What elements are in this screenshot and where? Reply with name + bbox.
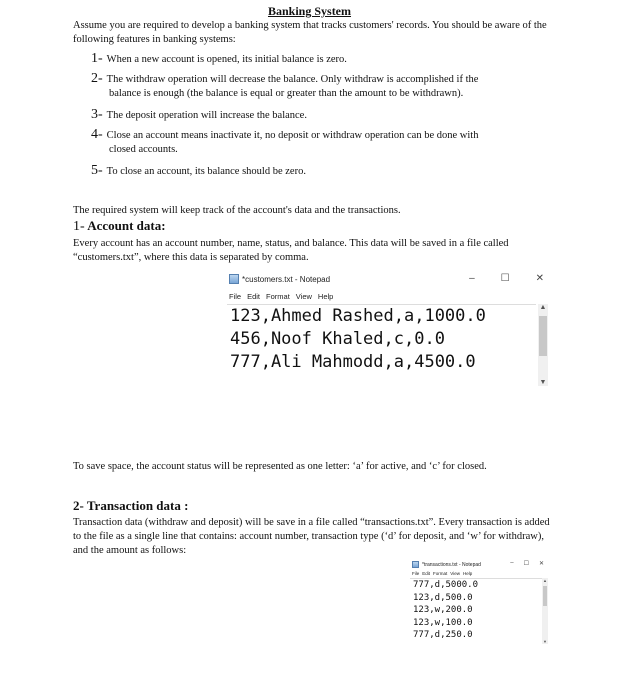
feature-text: The deposit operation will increase the balance. [106, 110, 307, 121]
text-line: 123,w,100.0 [413, 617, 473, 628]
window-controls [510, 560, 544, 567]
notepad-menubar [412, 571, 472, 576]
menu-format[interactable]: Format [266, 292, 290, 301]
close-icon[interactable]: ✕ [535, 273, 544, 284]
menu-view[interactable]: View [450, 571, 460, 576]
menu-file[interactable]: File [412, 571, 420, 576]
text-line: 123,w,200.0 [413, 605, 473, 615]
feature-number: 2- [91, 71, 103, 86]
maximize-icon[interactable]: ☐ [500, 273, 510, 284]
feature-text: The withdraw operation will decrease the balance. Only withdraw is accomplished if the [106, 74, 479, 85]
scrollbar-thumb[interactable] [539, 316, 547, 356]
menu-view[interactable]: View [295, 292, 312, 301]
notepad-text-area[interactable] [410, 578, 542, 644]
text-line: 123,Ahmed Rashed,a,1000.0 [230, 306, 486, 326]
scroll-up-icon[interactable]: ▲ [543, 578, 547, 583]
feature-item-3 [91, 108, 551, 123]
section-1-body: Every account has an account number, name, status, and balance. This data will be saved in a file called “customers.txt”, where this data is separated by comma. [73, 238, 509, 263]
text-line: 777,Ali Mahmodd,a,4500.0 [230, 352, 476, 372]
status-note: To save space, the account status will be represented as one letter: ‘a’ for active, and ‘c’ for closed. [73, 461, 487, 472]
section-2-body: Transaction data (withdraw and deposit) will be save in a file called “transactions.txt”. Every transaction is added to the file as a single line that contains: account number, transaction type (‘d’ for deposit, and ‘w’ for withdraw), and the amount as follows: [73, 517, 550, 556]
scroll-down-icon[interactable]: ▼ [543, 639, 547, 644]
feature-item-4 [91, 128, 551, 157]
text-line: 777,d,5000.0 [413, 580, 479, 590]
section-1-title: Account data: [87, 218, 166, 233]
text-line: 456,Noof Khaled,c,0.0 [230, 329, 445, 349]
feature-item-1 [91, 52, 551, 67]
feature-number: 3- [91, 107, 103, 122]
notepad-title: *customers.txt - Notepad [242, 274, 331, 284]
feature-item-5 [91, 164, 551, 179]
menu-file[interactable]: File [229, 292, 242, 301]
feature-text: Close an account means inactivate it, no deposit or withdraw operation can be done with [106, 130, 479, 141]
feature-number: 4- [91, 127, 103, 142]
page-title: Banking System [267, 4, 352, 18]
feature-number: 5- [91, 163, 103, 178]
transactions-notepad-window [408, 558, 550, 646]
customers-notepad-window [225, 270, 550, 388]
menu-format[interactable]: Format [433, 571, 448, 576]
menu-help[interactable]: Help [462, 571, 473, 576]
feature-text-cont: closed accounts. [109, 144, 178, 155]
close-icon[interactable]: ✕ [538, 561, 544, 567]
notepad-menubar [229, 292, 333, 301]
window-controls [469, 273, 544, 284]
section-1-number: 1- [73, 219, 85, 234]
feature-text-cont: balance is enough (the balance is equal or greater than the amount to be withdrawn). [109, 88, 464, 99]
feature-text: When a new account is opened, its initial balance is zero. [106, 54, 347, 65]
feature-text: To close an account, its balance should be zero. [106, 166, 306, 177]
section-1-heading [73, 218, 166, 235]
maximize-icon[interactable]: ☐ [523, 561, 529, 567]
scroll-down-icon[interactable]: ▼ [539, 379, 547, 386]
menu-edit[interactable]: Edit [247, 292, 261, 301]
minimize-icon[interactable]: – [469, 273, 475, 284]
section-2-heading: 2- Transaction data : [73, 498, 189, 513]
required-paragraph: The required system will keep track of the account's data and the transactions. [73, 205, 401, 216]
text-line: 123,d,500.0 [413, 592, 473, 603]
scroll-up-icon[interactable]: ▲ [539, 304, 547, 311]
notepad-titlebar [229, 274, 330, 284]
scrollbar-thumb[interactable] [543, 586, 547, 606]
notepad-icon [412, 561, 419, 568]
text-line: 777,d,250.0 [413, 630, 473, 640]
notepad-icon [229, 274, 239, 284]
vertical-scrollbar[interactable] [542, 578, 548, 644]
intro-paragraph: Assume you are required to develop a banking system that tracks customers' records. You should be aware of the following features in banking systems: [73, 20, 547, 45]
feature-item-2 [91, 72, 551, 101]
vertical-scrollbar[interactable] [538, 304, 548, 386]
notepad-text-area[interactable] [227, 304, 536, 386]
menu-help[interactable]: Help [317, 292, 334, 301]
notepad-titlebar [412, 561, 481, 568]
feature-number: 1- [91, 51, 103, 66]
minimize-icon[interactable]: – [510, 560, 514, 566]
notepad-title: *transactions.txt - Notepad [422, 561, 481, 568]
menu-edit[interactable]: Edit [422, 571, 431, 576]
